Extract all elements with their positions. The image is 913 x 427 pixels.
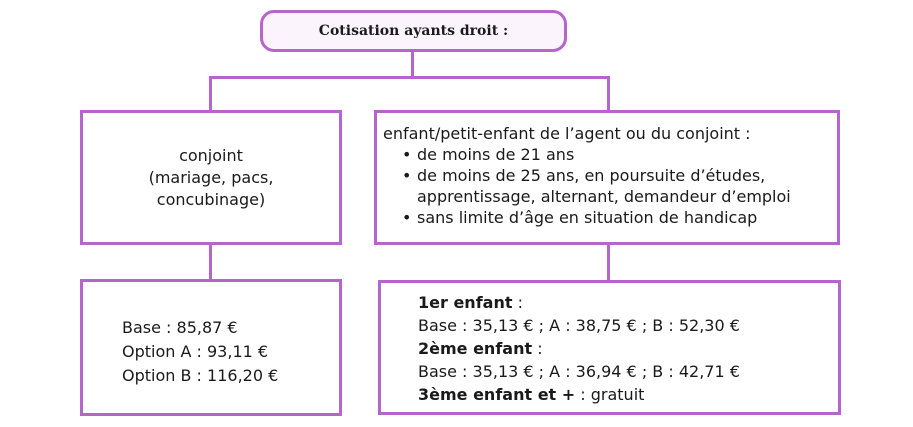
- first-child-values: Base : 35,13 € ; A : 38,75 € ; B : 52,30 €: [418, 316, 740, 335]
- diagram-title-text: Cotisation ayants droit :: [318, 23, 509, 39]
- third-child-label: 3ème enfant et +: [418, 385, 576, 404]
- connector-enfant-tarif: [607, 245, 610, 281]
- second-child-values: Base : 35,13 € ; A : 36,94 € ; B : 42,71 €: [418, 362, 740, 381]
- tarif-third-child-row: [418, 383, 838, 406]
- connector-horizontal: [209, 76, 610, 79]
- tarif-second-child-row: [418, 337, 838, 360]
- conjoint-label: conjoint: [179, 145, 243, 165]
- first-child-label: 1er enfant: [418, 293, 513, 312]
- tarif-enfant-box: [378, 280, 841, 415]
- conjoint-detail-2: concubinage): [156, 189, 266, 209]
- first-child-separator: :: [512, 293, 523, 312]
- enfant-heading: enfant/petit-enfant de l’agent ou du conjoint :: [383, 124, 751, 143]
- second-child-label: 2ème enfant: [418, 339, 533, 358]
- tarif-conjoint-option-b: Option B : 116,20 €: [122, 366, 279, 385]
- connector-title-down: [411, 52, 414, 78]
- tarif-conjoint-base: Base : 85,87 €: [122, 318, 238, 337]
- connector-conjoint-tarif: [209, 245, 212, 280]
- conjoint-detail-1: (mariage, pacs,: [148, 167, 274, 187]
- list-item: • de moins de 25 ans, en poursuite d’études, apprentissage, alternant, demandeur d’emploi: [383, 165, 837, 207]
- enfant-conditions-list: [383, 144, 837, 228]
- tarif-conjoint-option-a: Option A : 93,11 €: [122, 342, 269, 361]
- conjoint-box: [80, 110, 342, 245]
- connector-to-conjoint: [209, 76, 212, 111]
- tarif-first-child-row: [418, 291, 838, 314]
- list-item: • sans limite d’âge en situation de handicap: [383, 207, 837, 228]
- connector-to-enfant: [607, 76, 610, 111]
- enfant-box: [374, 110, 840, 245]
- second-child-separator: :: [532, 339, 543, 358]
- diagram-title: [260, 10, 567, 52]
- list-item: • de moins de 21 ans: [383, 144, 837, 165]
- tarif-conjoint-box: [80, 279, 342, 416]
- third-child-value: : gratuit: [575, 385, 645, 404]
